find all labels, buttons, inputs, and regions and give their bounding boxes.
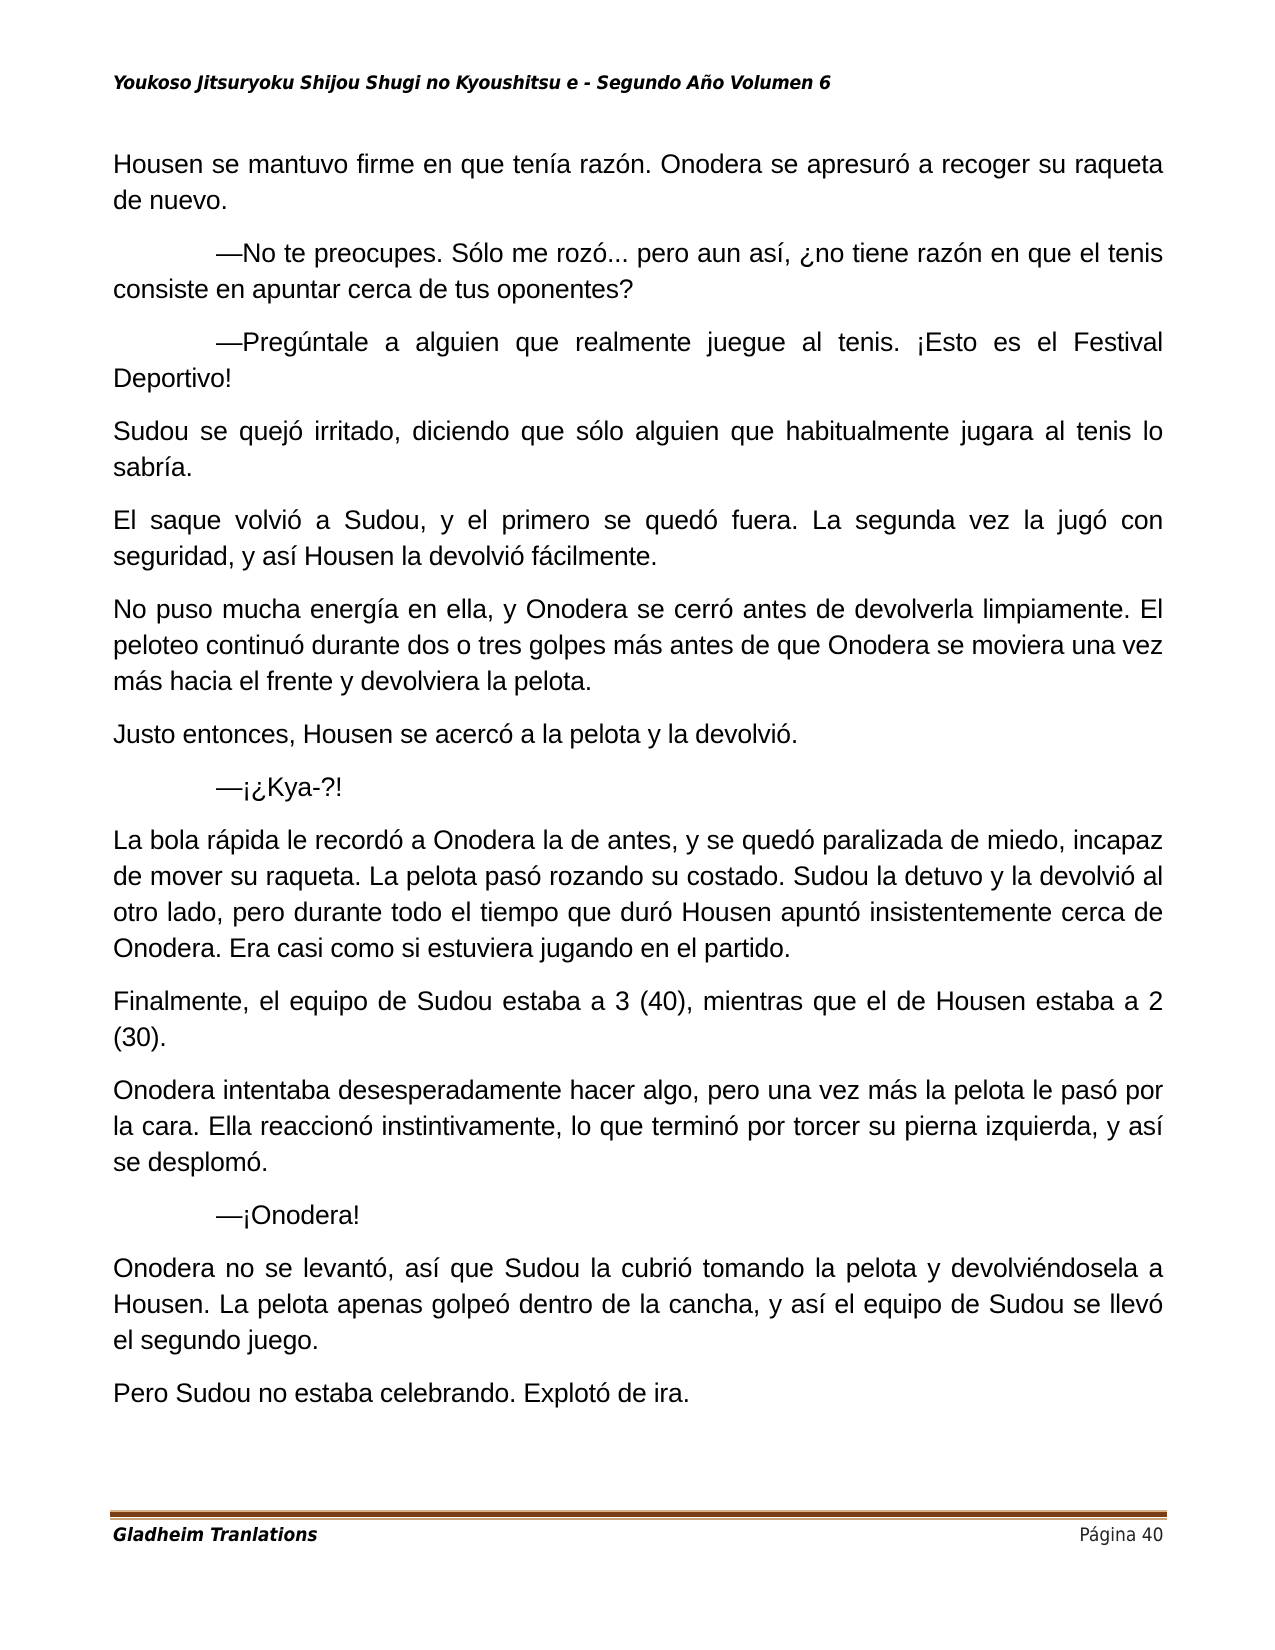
paragraph: El saque volvió a Sudou, y el primero se quedó fuera. La segunda vez la jugó con seguridad, y así Housen la devolvió fácilmente. bbox=[113, 505, 1163, 571]
footer-divider bbox=[110, 1510, 1167, 1520]
paragraph: No puso mucha energía en ella, y Onodera se cerró antes de devolverla limpiamente. El peloteo continuó durante dos o tres golpes más antes de que Onodera se moviera una vez más hacia el frente y devolviera la pelota. bbox=[113, 594, 1163, 696]
footer-credit: Gladheim Tranlations bbox=[113, 1524, 318, 1546]
paragraph: Onodera no se levantó, así que Sudou la cubrió tomando la pelota y devolviéndosela a Housen. La pelota apenas golpeó dentro de la cancha, y así el equipo de Sudou se llevó el segundo juego. bbox=[113, 1253, 1163, 1355]
dialogue-paragraph: —¡¿Kya-?! bbox=[216, 772, 343, 802]
running-header: Youkoso Jitsuryoku Shijou Shugi no Kyoushitsu e - Segundo Año Volumen 6 bbox=[113, 72, 831, 94]
dialogue-paragraph: —Pregúntale a alguien que realmente juegue al tenis. ¡Esto es el Festival Deportivo! bbox=[113, 327, 1163, 393]
paragraph: Pero Sudou no estaba celebrando. Explotó de ira. bbox=[113, 1378, 690, 1408]
page-number: Página 40 bbox=[1078, 1524, 1163, 1546]
dialogue-paragraph: —No te preocupes. Sólo me rozó... pero aun así, ¿no tiene razón en que el tenis consiste en apuntar cerca de tus oponentes? bbox=[113, 238, 1163, 304]
paragraph: La bola rápida le recordó a Onodera la de antes, y se quedó paralizada de miedo, incapaz de mover su raqueta. La pelota pasó rozando su costado. Sudou la detuvo y la devolvió al otro lado, pero durante todo el tiempo que duró Housen apuntó insistentemente cerca de Onodera. Era casi como si estuviera jugando en el partido. bbox=[113, 825, 1163, 963]
paragraph: Justo entonces, Housen se acercó a la pelota y la devolvió. bbox=[113, 719, 798, 749]
paragraph: Sudou se quejó irritado, diciendo que sólo alguien que habitualmente jugara al tenis lo sabría. bbox=[113, 416, 1163, 482]
page-body bbox=[113, 146, 1163, 1428]
paragraph: Housen se mantuvo firme en que tenía razón. Onodera se apresuró a recoger su raqueta de nuevo. bbox=[113, 149, 1163, 215]
paragraph: Finalmente, el equipo de Sudou estaba a 3 (40), mientras que el de Housen estaba a 2 (30). bbox=[113, 986, 1163, 1052]
dialogue-paragraph: —¡Onodera! bbox=[216, 1200, 360, 1230]
paragraph: Onodera intentaba desesperadamente hacer algo, pero una vez más la pelota le pasó por la cara. Ella reaccionó instintivamente, lo que terminó por torcer su pierna izquierda, y así se desplomó. bbox=[113, 1075, 1163, 1177]
